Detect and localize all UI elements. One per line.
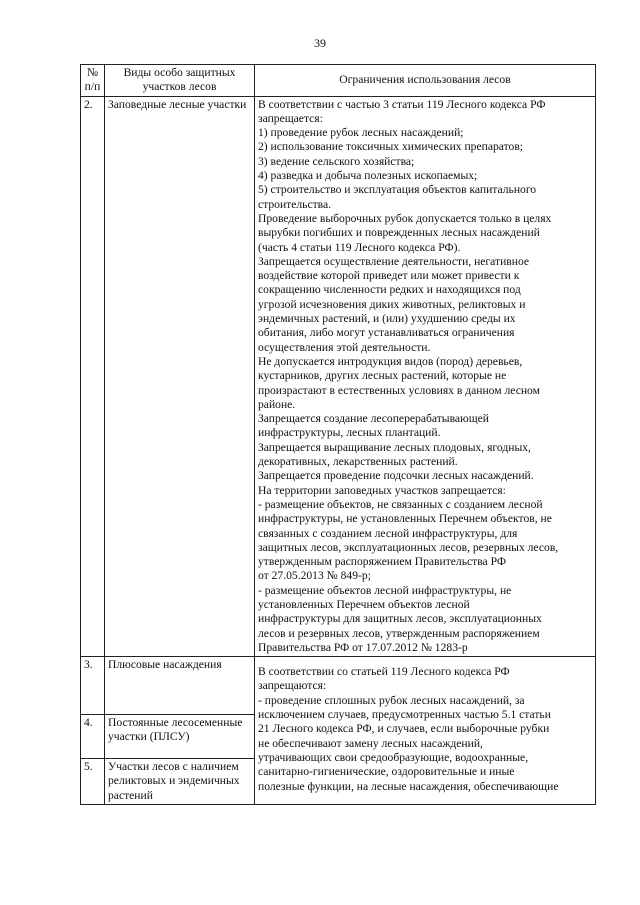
- restriction-line: Правительства РФ от 17.07.2012 № 1283-р: [258, 640, 468, 654]
- restriction-line: воздействие которой приведет или может привести к: [258, 269, 520, 283]
- restriction-line: кустарников, других лесных растений, которые не: [258, 369, 507, 383]
- restriction-line: строительства.: [258, 197, 332, 211]
- row-num: 4.: [81, 715, 105, 759]
- row-type: Участки лесов с наличием реликтовых и эндемичных растений: [105, 759, 255, 805]
- table-row: [81, 96, 596, 657]
- restriction-line: инфраструктуры для защитных лесов, эксплуатационных: [258, 612, 542, 626]
- restriction-line: сокращению численности редких и находящихся под: [258, 283, 521, 297]
- restriction-line: - проведение сплошных рубок лесных насаждений, за: [258, 693, 525, 707]
- restriction-line: - размещение объектов лесной инфраструктуры, не: [258, 583, 512, 597]
- restriction-line: Запрещается создание лесоперерабатывающей: [258, 412, 489, 426]
- restriction-line: 1) проведение рубок лесных насаждений;: [258, 126, 464, 140]
- header-num: № п/п: [81, 65, 105, 97]
- restriction-line: запрещается:: [258, 111, 323, 125]
- restriction-line: исключением случаев, предусмотренных частью 5.1 статьи: [258, 708, 551, 722]
- restriction-line: 4) разведка и добыча полезных ископаемых;: [258, 169, 478, 183]
- restriction-line: произрастают в естественных условиях в данном лесном: [258, 383, 540, 397]
- restriction-line: от 27.05.2013 № 849-р;: [258, 569, 371, 583]
- restriction-line: 21 Лесного кодекса РФ, и случаев, если выборочные рубки: [258, 722, 550, 736]
- restriction-line: не обеспечивают замену лесных насаждений,: [258, 736, 483, 750]
- restriction-line: угрозой исчезновения диких животных, реликтовых и: [258, 297, 526, 311]
- restriction-line: 2) использование токсичных химических препаратов;: [258, 140, 524, 154]
- restrictions-table: [80, 64, 596, 805]
- restriction-line: Не допускается интродукция видов (пород) деревьев,: [258, 354, 523, 368]
- restriction-line: декоративных, лекарственных растений.: [258, 455, 458, 469]
- restriction-line: санитарно-гигиенические, оздоровительные и иные: [258, 765, 515, 779]
- row-restrictions: [255, 96, 596, 657]
- restriction-line: осуществления этой деятельности.: [258, 340, 431, 354]
- restriction-line: инфраструктуры, лесных плантаций.: [258, 426, 441, 440]
- restriction-line: Запрещается осуществление деятельности, негативное: [258, 254, 530, 268]
- restriction-line: Запрещается проведение подсочки лесных насаждений.: [258, 469, 534, 483]
- table-header-row: [81, 65, 596, 97]
- restriction-line: (часть 4 статьи 119 Лесного кодекса РФ).: [258, 240, 461, 254]
- restriction-line: В соответствии со статьей 119 Лесного кодекса РФ: [258, 665, 510, 679]
- restriction-line: утвержденным распоряжением Правительства РФ: [258, 555, 506, 569]
- restriction-line: - размещение объектов, не связанных с созданием лесной: [258, 497, 543, 511]
- page-number: 39: [314, 36, 326, 50]
- restriction-line: 3) ведение сельского хозяйства;: [258, 154, 415, 168]
- row-type: Постоянные лесосеменные участки (ПЛСУ): [105, 715, 255, 759]
- row-num: 2.: [81, 96, 105, 657]
- restriction-line: Проведение выборочных рубок допускается только в целях: [258, 211, 552, 225]
- restriction-line: утрачивающих свои средообразующие, водоохранные,: [258, 750, 529, 764]
- restriction-line: На территории заповедных участков запрещается:: [258, 483, 506, 497]
- row-type: Заповедные лесные участки: [105, 96, 255, 657]
- header-restrictions: Ограничения использования лесов: [255, 65, 596, 97]
- restriction-line: защитных лесов, эксплуатационных лесов, резервных лесов,: [258, 540, 559, 554]
- restriction-line: полезные функции, на лесные насаждения, обеспечивающие: [258, 779, 559, 793]
- restriction-line: установленных Перечнем объектов лесной: [258, 597, 470, 611]
- header-type: Виды особо защитных участков лесов: [105, 65, 255, 97]
- restriction-line: районе.: [258, 397, 296, 411]
- merged-restrictions: [255, 657, 596, 805]
- restriction-line: эндемичных растений, и (или) ухудшению среды их: [258, 312, 516, 326]
- restriction-line: вырубки погибших и поврежденных лесных насаждений: [258, 226, 540, 240]
- row-type: Плюсовые насаждения: [105, 657, 255, 715]
- restriction-line: инфраструктуры, не установленных Перечнем объектов, не: [258, 512, 552, 526]
- restriction-line: связанных с созданием лесной инфраструктуры, для: [258, 526, 518, 540]
- row-num: 5.: [81, 759, 105, 805]
- row-num: 3.: [81, 657, 105, 715]
- table-row: [81, 657, 596, 715]
- restriction-line: запрещаются:: [258, 679, 327, 693]
- restriction-line: обитания, либо могут устанавливаться ограничения: [258, 326, 515, 340]
- restriction-line: 5) строительство и эксплуатация объектов капитального: [258, 183, 537, 197]
- restriction-line: лесов и резервных лесов, утвержденным распоряжением: [258, 626, 540, 640]
- restriction-line: Запрещается выращивание лесных плодовых, ягодных,: [258, 440, 531, 454]
- restriction-line: В соответствии с частью 3 статьи 119 Лесного кодекса РФ: [258, 97, 546, 111]
